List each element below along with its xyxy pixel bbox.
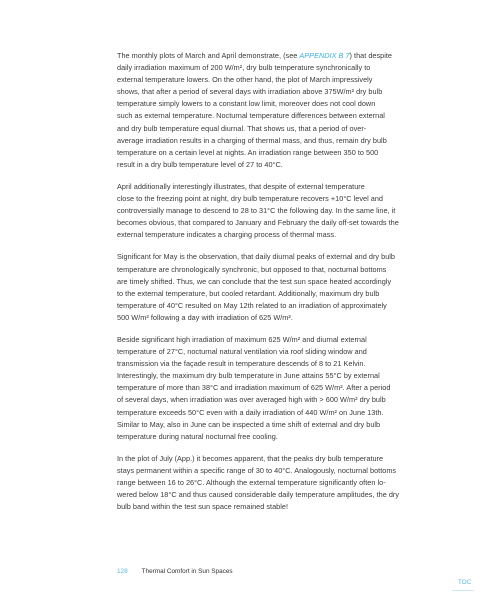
body-text (117, 50, 455, 523)
text-line: temperature exceeds 50°C even with a daily irradiation of 440 W/m² on June 13th. (117, 407, 384, 417)
text-line: stays permanent within a specific range of 30 to 40°C. Analogously, nocturnal bottoms (117, 465, 397, 475)
text-line: controversially manage to descend to 28 to 31°C the following day. In the same line, it (117, 206, 396, 216)
text-line: result in a dry bulb temperature level of 27 to 40°C. (117, 159, 283, 169)
text-line: to the external temperature, but cooled retardant. Additionally, maximum dry bulb (117, 288, 380, 298)
text-line: are timely shifted. Thus, we can conclude that the test sun space heated accordingly (117, 276, 392, 286)
text-line: Interestingly, the maximum dry bulb temperature in June attains 55°C by external (117, 371, 380, 381)
text-line: April additionally interestingly illustrates, that despite of external temperature (117, 181, 365, 191)
text-line: temperature simply lowers to a constant low limit, moreover does not cool down (117, 99, 376, 109)
paragraph-march-april (117, 50, 455, 171)
text-line: daily irradiation maximum of 200 W/m², dry bulb temperature synchronically to (117, 63, 371, 73)
text-line: external temperature lowers. On the other hand, the plot of March impressively (117, 75, 373, 85)
paragraph-april (117, 181, 455, 241)
text-line: average irradiation results in a charging of thermal mass, and thus, remain dry bulb (117, 135, 387, 145)
text-line: Similar to May, also in June can be inspected a time shift of external and dry bulb (117, 419, 381, 429)
page-number: 128 (117, 568, 128, 575)
text-line: such as external temperature. Nocturnal temperature differences between external (117, 111, 385, 121)
text-line: bulb band within the test sun space remained stable! (117, 502, 289, 512)
text-line: In the plot of July (App.) it becomes apparent, that the peaks dry bulb temperature (117, 453, 384, 463)
page-footer (117, 568, 233, 575)
text-line: close to the freezing point at night, dry bulb temperature recovers +10°C level and (117, 194, 383, 204)
text-line: of several days, when irradiation was over averaged high with > 600 W/m² dry bulb (117, 395, 386, 405)
text-line: wered below 18°C and thus caused considerable daily temperature amplitudes, the dry (117, 490, 400, 500)
appendix-link[interactable]: APPENDIX B 7 (299, 51, 350, 60)
text-line: becomes obvious, that compared to January and February the daily off-set towards the (117, 218, 399, 228)
text-line: transmission via the façade result in temperature descends of 8 to 21 Kelvin. (117, 359, 366, 369)
toc-link[interactable]: TOC (458, 579, 472, 586)
text-segment: ) that despite (349, 51, 392, 60)
text-line: 500 W/m² following a day with irradiation of 625 W/m². (117, 312, 293, 322)
text-segment: The monthly plots of March and April demonstrate, (see (117, 51, 300, 60)
text-line: temperature of 27°C, nocturnal natural ventilation via roof sliding window and (117, 347, 367, 357)
text-line: Significant for May is the observation, that daily diurnal peaks of external and dry bulb (117, 252, 395, 262)
text-line: temperature on a certain level at nights. An irradiation range between 350 to 500 (117, 147, 379, 157)
text-line (117, 50, 455, 62)
text-line: temperature of more than 38°C and irradiation maximum of 625 W/m². After a period (117, 383, 391, 393)
text-line: temperature are chronologically synchronic, but opposed to that, nocturnal bottoms (117, 264, 387, 274)
text-line: temperature of 40°C resulted on May 12th related to an irradiation of approximately (117, 300, 387, 310)
running-title: Thermal Comfort in Sun Spaces (141, 568, 233, 575)
text-line: temperature during natural nocturnal free cooling. (117, 431, 278, 441)
text-line: and dry bulb temperature equal diurnal. That shows us, that a period of over- (117, 123, 367, 133)
text-line: external temperature indicates a charging process of thermal mass. (117, 230, 337, 240)
toc-underline (452, 590, 474, 591)
paragraph-june (117, 334, 455, 443)
paragraph-may (117, 251, 455, 324)
text-line: range between 16 to 26°C. Although the external temperature significantly often lo- (117, 478, 386, 487)
text-line: Beside significant high irradiation of maximum 625 W/m² and diurnal external (117, 334, 367, 344)
paragraph-july (117, 453, 455, 513)
text-line: shows, that after a period of several days with irradiation above 375W/m² dry bulb (117, 87, 383, 97)
